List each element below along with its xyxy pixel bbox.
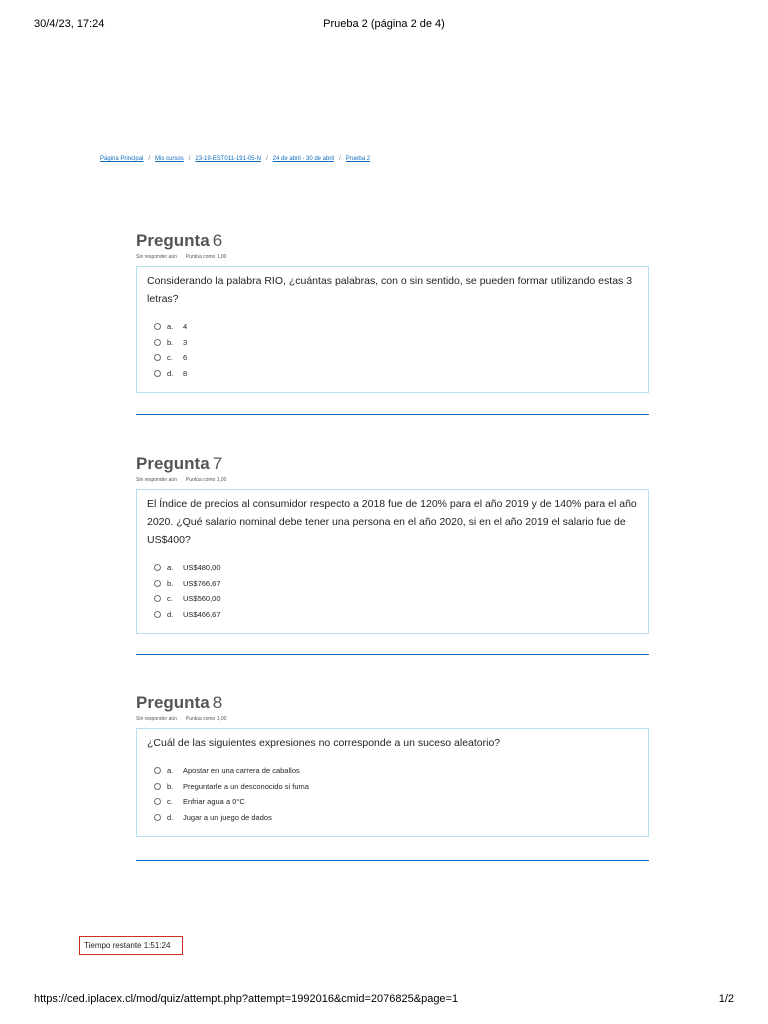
answer-text: US$466,67 bbox=[183, 609, 221, 619]
answer-text: Enfriar agua a 0°C bbox=[183, 797, 245, 807]
radio-button[interactable] bbox=[154, 595, 161, 602]
breadcrumb-separator: / bbox=[188, 156, 191, 162]
breadcrumb-course-link[interactable]: 23-19-EST011-191-05-N bbox=[195, 156, 261, 162]
answer-option-c[interactable] bbox=[154, 350, 648, 366]
answer-letter: d. bbox=[167, 609, 174, 619]
answer-list bbox=[137, 752, 648, 825]
radio-button[interactable] bbox=[154, 798, 161, 805]
radio-button[interactable] bbox=[154, 783, 161, 790]
radio-button[interactable] bbox=[154, 339, 161, 346]
question-text: Considerando la palabra RIO, ¿cuántas palabras, con o sin sentido, se pueden formar utilizando estas 3 letras? bbox=[147, 275, 633, 305]
answer-option-b[interactable] bbox=[154, 335, 648, 351]
question-text: ¿Cuál de las siguientes expresiones no corresponde a un suceso aleatorio? bbox=[147, 737, 501, 749]
answer-letter: c. bbox=[167, 797, 173, 807]
question-info bbox=[136, 254, 649, 261]
question-heading bbox=[136, 231, 649, 251]
question-number: 8 bbox=[212, 693, 223, 712]
answer-text: US$480,00 bbox=[183, 563, 221, 573]
question-label: Pregunta bbox=[136, 693, 210, 712]
breadcrumb-separator: / bbox=[339, 156, 341, 162]
answer-list bbox=[137, 308, 648, 381]
print-url: https://ced.iplacex.cl/mod/quiz/attempt.php?attempt=1992016&cmid=2076825&page=1 bbox=[34, 993, 459, 1005]
breadcrumb-quiz-link[interactable]: Prueba 2 bbox=[345, 156, 371, 162]
answer-text: Apostar en una carrera de caballos bbox=[183, 766, 300, 776]
question-grade: Puntúa como 1,00 bbox=[185, 716, 227, 722]
question-7 bbox=[136, 454, 649, 634]
answer-option-c[interactable] bbox=[154, 794, 648, 810]
question-grade: Puntúa como 1,00 bbox=[185, 477, 227, 483]
answer-text: US$560,00 bbox=[183, 594, 221, 604]
radio-button[interactable] bbox=[154, 370, 161, 377]
answer-option-a[interactable] bbox=[154, 560, 648, 576]
answer-letter: a. bbox=[167, 322, 174, 332]
radio-button[interactable] bbox=[154, 611, 161, 618]
print-footer bbox=[34, 993, 734, 1007]
question-content-box bbox=[136, 266, 649, 393]
print-page-number: 1/2 bbox=[718, 993, 734, 1005]
radio-button[interactable] bbox=[154, 767, 161, 774]
radio-button[interactable] bbox=[154, 814, 161, 821]
answer-option-d[interactable] bbox=[154, 810, 648, 826]
answer-letter: d. bbox=[167, 812, 174, 822]
answer-letter: d. bbox=[167, 368, 174, 378]
question-label: Pregunta bbox=[136, 231, 210, 250]
question-divider bbox=[136, 860, 649, 861]
question-number: 7 bbox=[212, 454, 223, 473]
breadcrumb-separator: / bbox=[148, 156, 151, 162]
answer-text: US$766,67 bbox=[183, 578, 221, 588]
question-status: Sin responder aún bbox=[136, 716, 177, 722]
question-label: Pregunta bbox=[136, 454, 210, 473]
question-number: 6 bbox=[212, 231, 223, 250]
answer-option-a[interactable] bbox=[154, 763, 648, 779]
answer-option-d[interactable] bbox=[154, 366, 648, 382]
radio-button[interactable] bbox=[154, 354, 161, 361]
question-heading bbox=[136, 454, 649, 474]
answer-list bbox=[137, 549, 648, 622]
answer-option-d[interactable] bbox=[154, 607, 648, 623]
answer-option-b[interactable] bbox=[154, 779, 648, 795]
answer-text: 3 bbox=[183, 337, 188, 347]
question-status: Sin responder aún bbox=[136, 477, 177, 483]
radio-button[interactable] bbox=[154, 323, 161, 330]
breadcrumb-week-link[interactable]: 24 de abril - 30 de abril bbox=[272, 156, 335, 162]
question-divider bbox=[136, 654, 649, 655]
answer-text: Jugar a un juego de dados bbox=[183, 812, 272, 822]
print-header bbox=[34, 18, 734, 32]
answer-option-b[interactable] bbox=[154, 576, 648, 592]
answer-text: 8 bbox=[183, 368, 188, 378]
question-heading bbox=[136, 693, 649, 713]
question-grade: Puntúa como 1,00 bbox=[185, 254, 227, 260]
print-date: 30/4/23, 17:24 bbox=[34, 18, 105, 30]
question-status: Sin responder aún bbox=[136, 254, 177, 260]
answer-letter: b. bbox=[167, 578, 174, 588]
question-divider bbox=[136, 414, 649, 415]
breadcrumb bbox=[100, 156, 370, 162]
breadcrumb-separator: / bbox=[265, 156, 268, 162]
question-info bbox=[136, 477, 649, 484]
question-text: El Índice de precios al consumidor respecto a 2018 fue de 120% para el año 2019 y de 140% para el año 2020. ¿Qué salario nominal debe tener una persona en el año 2020, si en el año 2019 el salario fue de US$400? bbox=[147, 498, 637, 546]
answer-text: 4 bbox=[183, 322, 188, 332]
timer-countdown: Tiempo restante 1:51:24 bbox=[79, 936, 183, 955]
question-content-box bbox=[136, 489, 649, 634]
answer-letter: a. bbox=[167, 766, 174, 776]
answer-letter: b. bbox=[167, 337, 174, 347]
print-title: Prueba 2 (página 2 de 4) bbox=[323, 18, 445, 30]
answer-option-c[interactable] bbox=[154, 591, 648, 607]
radio-button[interactable] bbox=[154, 580, 161, 587]
question-6 bbox=[136, 231, 649, 393]
answer-letter: c. bbox=[167, 353, 173, 363]
breadcrumb-home-link[interactable]: Página Principal bbox=[100, 156, 144, 162]
breadcrumb-my-courses-link[interactable]: Mis cursos bbox=[155, 156, 184, 162]
question-8 bbox=[136, 693, 649, 837]
answer-text: Preguntarle a un desconocido si fuma bbox=[183, 781, 309, 791]
question-content-box bbox=[136, 728, 649, 837]
radio-button[interactable] bbox=[154, 564, 161, 571]
question-info bbox=[136, 716, 649, 723]
answer-letter: c. bbox=[167, 594, 173, 604]
answer-letter: a. bbox=[167, 563, 174, 573]
answer-option-a[interactable] bbox=[154, 319, 648, 335]
answer-letter: b. bbox=[167, 781, 174, 791]
answer-text: 6 bbox=[183, 353, 188, 363]
